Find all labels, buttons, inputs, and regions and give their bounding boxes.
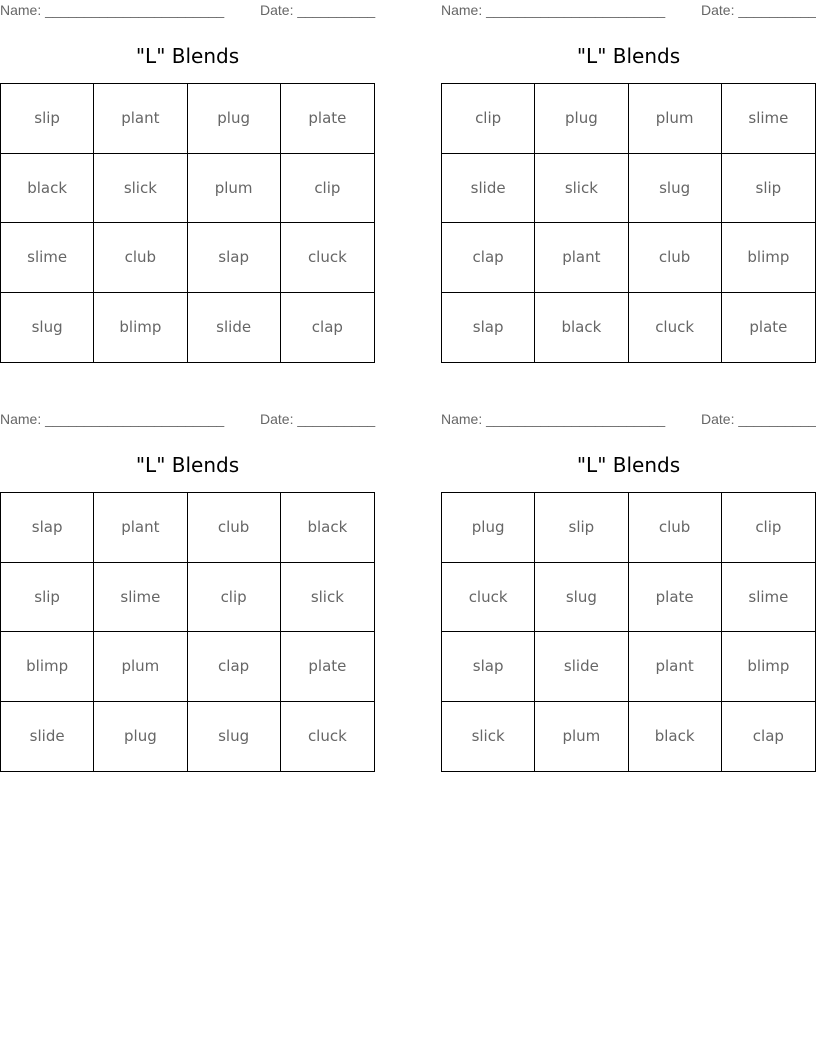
bingo-cell: plate [629,563,722,633]
bingo-cell: slime [94,563,187,633]
name-field-label: Name: _______________________ [0,411,225,427]
bingo-cell: plum [188,154,281,224]
bingo-cell: slime [722,84,815,154]
bingo-cell: plug [442,493,535,563]
bingo-cell: club [629,493,722,563]
bingo-card [0,0,376,337]
bingo-cell: clap [752,727,784,746]
bingo-cell: clip [281,154,374,224]
bingo-cell: slick [535,154,628,224]
bingo-cell: plug [94,702,187,772]
bingo-cell: slug [629,154,722,224]
bingo-cell: cluck [629,293,722,363]
bingo-cell: club [94,223,187,293]
bingo-cell: club [629,223,722,293]
bingo-cell: plant [535,223,628,293]
bingo-cell: slide [535,632,628,702]
bingo-cell: plate [281,84,374,154]
bingo-cell: black [281,493,374,563]
bingo-cell: plate [281,632,374,702]
bingo-cell: plate [749,318,788,337]
card-title: "L" Blends [135,44,240,68]
bingo-cell: plum [535,702,628,772]
bingo-cell: slide [442,154,535,224]
date-field-label: Date: __________ [701,411,816,427]
bingo-cell: slide [188,293,281,363]
bingo-cell: plant [94,493,187,563]
bingo-cell: slip [535,493,628,563]
card-title: "L" Blends [576,44,681,68]
bingo-cell: blimp [722,632,815,702]
bingo-grid [441,492,816,772]
bingo-cell: slap [1,493,94,563]
bingo-cell: slap [188,223,281,293]
card-title: "L" Blends [135,453,240,477]
bingo-card [441,0,816,337]
name-field-label: Name: _______________________ [441,2,666,18]
bingo-cell: slip [1,563,94,633]
bingo-cell: slug [535,563,628,633]
bingo-cell: slap [442,632,535,702]
bingo-cell: slime [1,223,94,293]
card-header [0,409,375,431]
card-title: "L" Blends [576,453,681,477]
bingo-cell: black [1,154,94,224]
card-header [0,0,375,22]
bingo-cell: blimp [94,293,187,363]
bingo-cell: plug [188,84,281,154]
bingo-cell: plug [535,84,628,154]
bingo-cell: slime [722,563,815,633]
date-field-label: Date: __________ [260,2,376,18]
bingo-cell: plum [629,84,722,154]
bingo-cell: cluck [281,223,374,293]
name-field-label: Name: _______________________ [441,411,666,427]
bingo-cell: clip [188,563,281,633]
bingo-cell: slug [188,702,281,772]
bingo-cell: slap [442,293,535,363]
bingo-cell: slip [722,154,815,224]
bingo-grid [0,492,375,772]
bingo-cell: clip [722,493,815,563]
bingo-cell: clap [442,223,535,293]
bingo-cell: slug [1,293,94,363]
bingo-cell: slip [1,84,94,154]
bingo-cell: club [188,493,281,563]
bingo-cell: blimp [722,223,815,293]
bingo-cell: clap [188,632,281,702]
bingo-grid [0,83,375,363]
bingo-cell: cluck [442,563,535,633]
bingo-card [441,409,816,746]
bingo-grid [441,83,816,363]
bingo-cell: black [629,702,722,772]
bingo-cell: cluck [307,727,347,746]
bingo-cell: plant [629,632,722,702]
bingo-cell: slide [1,702,94,772]
date-field-label: Date: __________ [701,2,816,18]
bingo-cell: slick [94,154,187,224]
bingo-cell: clip [442,84,535,154]
bingo-cell: clap [311,318,343,337]
bingo-card [0,409,376,746]
bingo-cell: slick [442,702,535,772]
bingo-cell: plant [94,84,187,154]
date-field-label: Date: __________ [260,411,376,427]
bingo-cell: black [535,293,628,363]
card-header [441,409,816,431]
name-field-label: Name: _______________________ [0,2,225,18]
bingo-cell: slick [281,563,374,633]
bingo-cell: plum [94,632,187,702]
bingo-cell: blimp [1,632,94,702]
card-header [441,0,816,22]
